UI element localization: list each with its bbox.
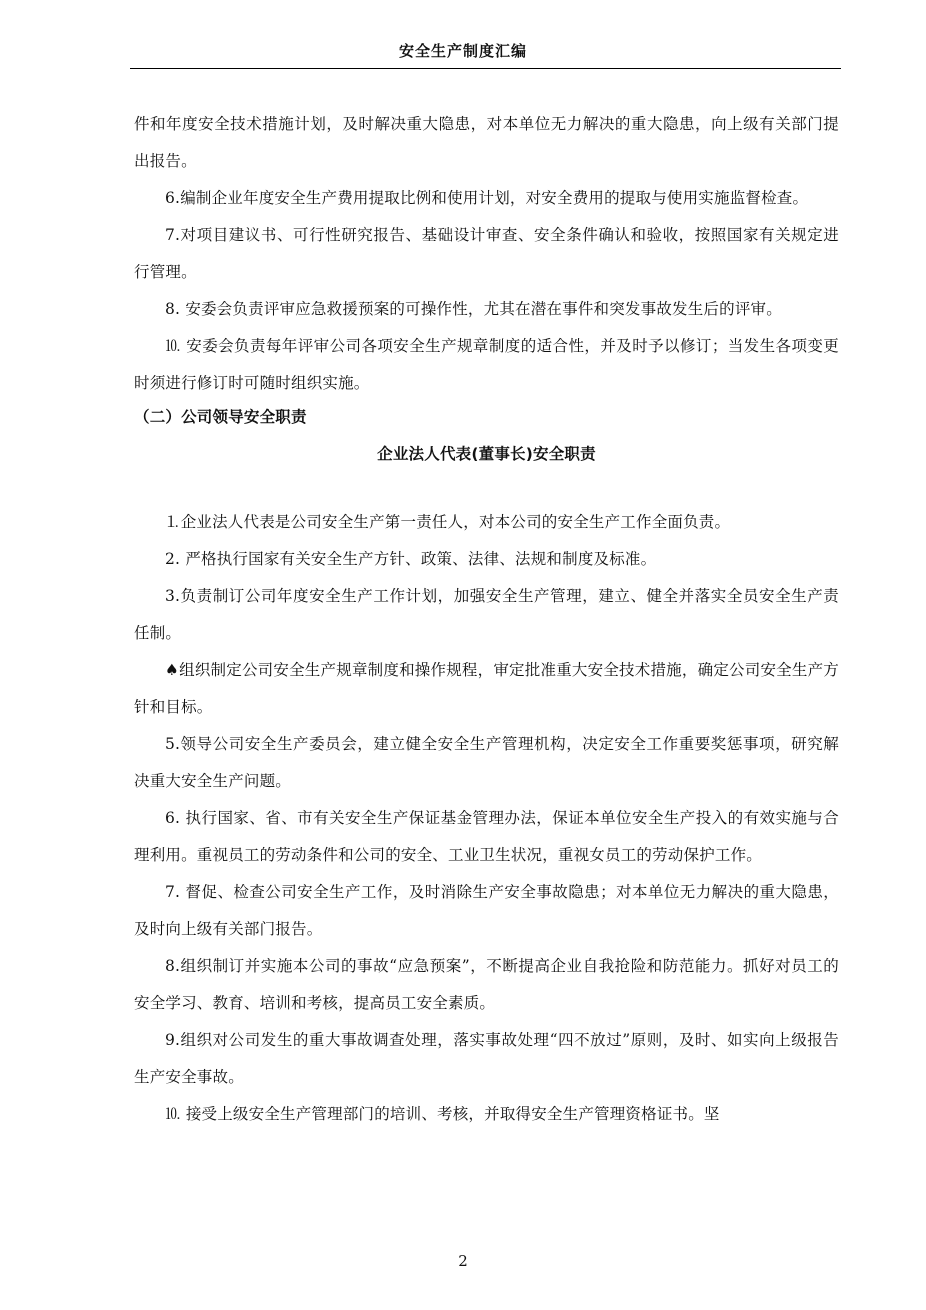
page-body (134, 106, 839, 1133)
duty-item-2: 2. 严格执行国家有关安全生产方针、政策、法律、法规和制度及标准。 (165, 550, 657, 568)
doc-title: 企业法人代表(董事长)安全职责 (377, 445, 596, 463)
paragraph-continuation: 件和年度安全技术措施计划，及时解决重大隐患，对本单位无力解决的重大隐患，向上级有关部门提出报告。 (134, 115, 839, 170)
duty-item-1: ⒈企业法人代表是公司安全生产第一责任人，对本公司的安全生产工作全面负责。 (165, 513, 731, 531)
header-rule (130, 68, 841, 69)
spacer (134, 472, 839, 504)
duty-item-6: 6. 执行国家、省、市有关安全生产保证基金管理办法，保证本单位安全生产投入的有效实施与合理利用。重视员工的劳动条件和公司的安全、工业卫生状况，重视女员工的劳动保护工作。 (134, 809, 839, 864)
duty-item-10: ⒑ 接受上级安全生产管理部门的培训、考核，并取得安全生产管理资格证书。坚 (165, 1105, 720, 1123)
paragraph-item-8: 8. 安委会负责评审应急救援预案的可操作性，尤其在潜在事件和突发事故发生后的评审。 (165, 300, 782, 318)
section-heading: （二）公司领导安全职责 (134, 408, 307, 426)
duty-item-3: 3.负责制订公司年度安全生产工作计划，加强安全生产管理，建立、健全并落实全员安全生产责任制。 (134, 587, 839, 642)
duty-item-7: 7. 督促、检查公司安全生产工作，及时消除生产安全事故隐患；对本单位无力解决的重大隐患，及时向上级有关部门报告。 (134, 883, 839, 938)
duty-item-9: 9.组织对公司发生的重大事故调查处理，落实事故处理“四不放过”原则，及时、如实向上级报告生产安全事故。 (134, 1031, 839, 1086)
paragraph-item-7: 7.对项目建议书、可行性研究报告、基础设计审查、安全条件确认和验收，按照国家有关规定进行管理。 (134, 226, 839, 281)
running-header: 安全生产制度汇编 (398, 42, 527, 60)
paragraph-item-6: 6.编制企业年度安全生产费用提取比例和使用计划，对安全费用的提取与使用实施监督检查。 (165, 189, 809, 207)
duty-item-8: 8.组织制订并实施本公司的事故“应急预案”，不断提高企业自我抢险和防范能力。抓好对员工的安全学习、教育、培训和考核，提高员工安全素质。 (134, 957, 839, 1012)
duty-item-4: ♠组织制定公司安全生产规章制度和操作规程，审定批准重大安全技术措施，确定公司安全生产方针和目标。 (134, 661, 839, 716)
page-number: 2 (458, 1252, 468, 1270)
paragraph-item-10: ⒑ 安委会负责每年评审公司各项安全生产规章制度的适合性，并及时予以修订；当发生各项变更时须进行修订时可随时组织实施。 (134, 337, 839, 392)
duty-item-5: 5.领导公司安全生产委员会，建立健全安全生产管理机构，决定安全工作重要奖惩事项，研究解决重大安全生产问题。 (134, 735, 839, 790)
